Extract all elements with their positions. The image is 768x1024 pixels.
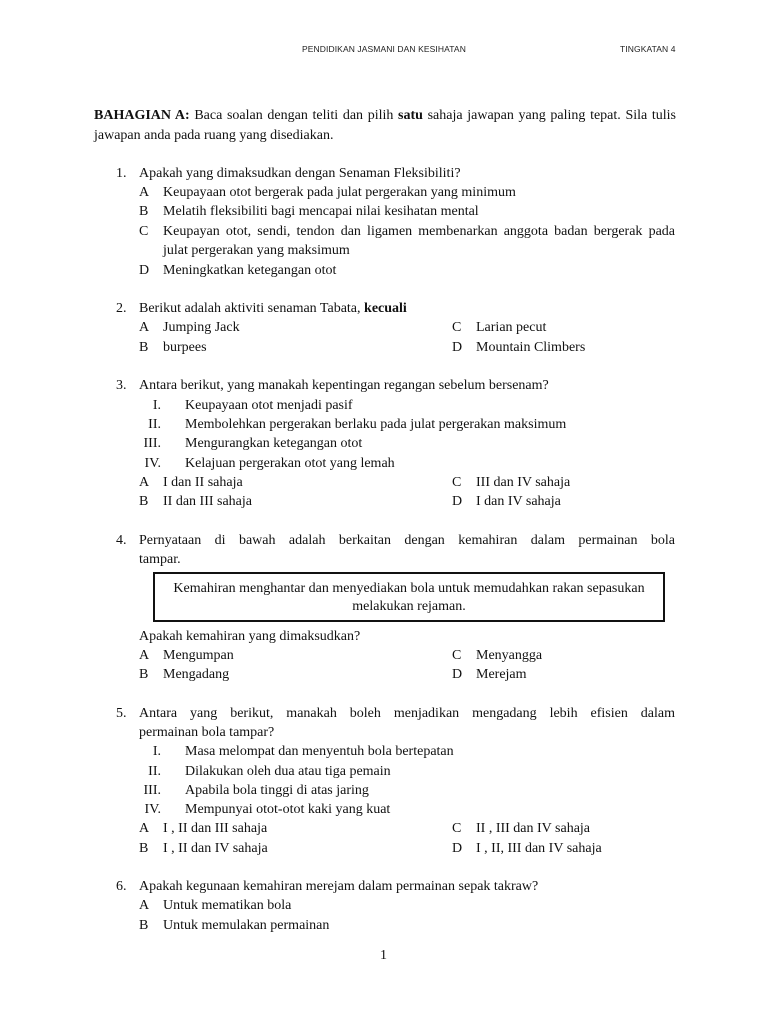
q2-option-d [452,338,585,357]
option-text: II dan III sahaja [163,494,253,509]
option-text: Mengumpan [163,648,234,663]
q5-option-d [452,839,602,858]
option-letter: B [139,340,149,355]
option-text: Untuk memulakan permainan [163,918,330,933]
option-text: I , II, III dan IV sahaja [476,841,602,856]
option-letter: A [139,648,150,663]
option-text: Menyangga [476,648,543,663]
option-text: Melatih fleksibiliti bagi mencapai nilai kesihatan mental [163,204,479,219]
option-letter: A [139,475,150,490]
option-letter: B [139,204,149,219]
option-text: Larian pecut [476,320,547,335]
header-subject: PENDIDIKAN JASMANI DAN KESIHATAN [302,44,466,54]
q6-option-b [139,916,329,935]
q2-text-main: Berikut adalah aktiviti senaman Tabata, [139,301,365,316]
q4-statement-box: Kemahiran menghantar dan menyediakan bola untuk memudahkan rakan sepasukan melakukan rejaman. [153,572,665,622]
option-text: I , II dan III sahaja [163,821,268,836]
q4-text-cont: tampar. [139,552,181,567]
instruction-bold: satu [398,108,423,123]
option-text: Untuk mematikan bola [163,898,292,913]
statement-number: IV. [144,456,161,471]
instruction-text-1: Baca soalan dengan teliti dan pilih [189,108,399,123]
q4-option-b [139,665,229,684]
option-letter: D [452,340,463,355]
option-letter: C [452,320,462,335]
q2-text [139,299,675,318]
statement-text: Mengurangkan ketegangan otot [185,436,363,451]
statement-text: Membolehkan pergerakan berlaku pada julat pergerakan maksimum [185,417,567,432]
q2-option-c [452,318,546,337]
option-letter: D [452,841,463,856]
option-letter: C [452,648,462,663]
option-text: Keupayaan otot bergerak pada julat pergerakan yang minimum [163,185,516,200]
option-text: II , III dan IV sahaja [476,821,591,836]
instructions [94,106,676,146]
q3-option-c [452,473,570,492]
q5-option-b [139,839,268,858]
page-number: 1 [380,948,387,963]
option-text: I dan IV sahaja [476,494,561,509]
q3-option-a [139,473,243,492]
option-letter: C [452,821,462,836]
q5-text: Antara yang berikut, manakah boleh menjadikan mengadang lebih efisien dalam [139,706,675,721]
q3-option-b [139,492,252,511]
q5-option-c [452,819,590,838]
option-text: I dan II sahaja [163,475,243,490]
q1-option-b [139,202,479,221]
q6-number: 6. [116,879,127,894]
option-text: III dan IV sahaja [476,475,571,490]
statement-number: III. [143,783,161,798]
q2-option-b [139,338,207,357]
statement-number: IV. [144,802,161,817]
q6-text: Apakah kegunaan kemahiran merejam dalam permainan sepak takraw? [139,879,539,894]
q1-option-c [139,222,675,260]
statement-number: I. [152,398,161,413]
option-letter: C [139,224,149,239]
option-letter: A [139,898,150,913]
option-letter: A [139,320,150,335]
option-text: Keupayan otot, sendi, tendon dan ligamen membenarkan anggota badan bergerak pada julat pergerakan yang maksimum [163,224,675,258]
option-text: Jumping Jack [163,320,240,335]
q1-option-d [139,261,336,280]
q4-number: 4. [116,533,127,548]
header-level: TINGKATAN 4 [620,44,676,54]
statement-text: Mempunyai otot-otot kaki yang kuat [185,802,391,817]
q3-number: 3. [116,378,127,393]
option-text: Mengadang [163,667,230,682]
instruction-text-2: sahaja jawapan yang paling tepat. Sila tulis jawapan anda pada ruang yang disediakan. [94,108,676,143]
q5-number: 5. [116,706,127,721]
q3-text: Antara berikut, yang manakah kepentingan regangan sebelum bersenam? [139,378,549,393]
q2-option-a [139,318,240,337]
statement-text: Masa melompat dan menyentuh bola bertepatan [185,744,454,759]
section-title: BAHAGIAN A: [94,108,190,123]
option-letter: A [139,185,150,200]
statement-number: II. [148,764,161,779]
q3-option-d [452,492,561,511]
statement-number: I. [152,744,161,759]
statement-text: Kelajuan pergerakan otot yang lemah [185,456,395,471]
option-letter: A [139,821,150,836]
q4-option-c [452,646,542,665]
option-letter: D [452,667,463,682]
statement-number: II. [148,417,161,432]
option-letter: D [139,263,150,278]
option-letter: D [452,494,463,509]
q1-number: 1. [116,166,127,181]
option-letter: B [139,918,149,933]
statement-text: Dilakukan oleh dua atau tiga pemain [185,764,391,779]
q1-text: Apakah yang dimaksudkan dengan Senaman Fleksibiliti? [139,166,461,181]
q4-text: Pernyataan di bawah adalah berkaitan dengan kemahiran dalam permainan bola [139,533,675,548]
option-letter: B [139,667,149,682]
statement-text: Keupayaan otot menjadi pasif [185,398,353,413]
q4-question: Apakah kemahiran yang dimaksudkan? [139,629,361,644]
q4-option-d [452,665,527,684]
option-text: burpees [163,340,207,355]
statement-number: III. [143,436,161,451]
q2-number: 2. [116,301,127,316]
q1-option-a [139,183,516,202]
q5-option-a [139,819,267,838]
statement-text: Apabila bola tinggi di atas jaring [185,783,369,798]
option-text: Mountain Climbers [476,340,586,355]
q4-option-a [139,646,234,665]
q2-text-bold: kecuali [364,301,407,316]
option-letter: C [452,475,462,490]
q5-text-cont: permainan bola tampar? [139,725,275,740]
option-text: Meningkatkan ketegangan otot [163,263,337,278]
option-letter: B [139,841,149,856]
option-text: Merejam [476,667,527,682]
option-text: I , II dan IV sahaja [163,841,268,856]
option-letter: B [139,494,149,509]
q6-option-a [139,896,291,915]
